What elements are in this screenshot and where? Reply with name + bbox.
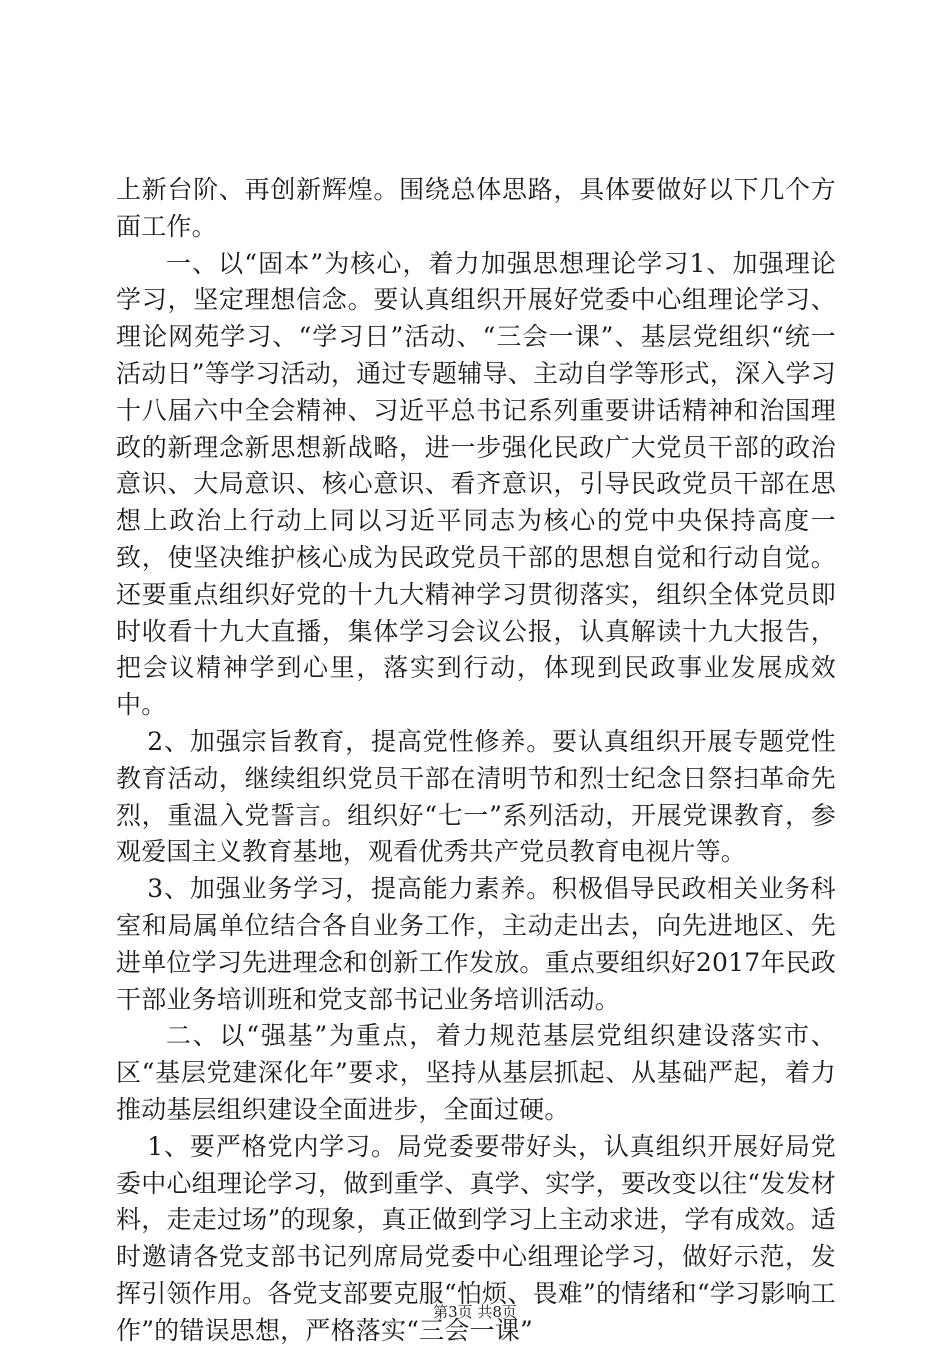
paragraph-section-one: 一、以“固本”为核心，着力加强思想理论学习1、加强理论学习，坚定理想信念。要认真组织开展好党委中心组理论学习、理论网苑学习、“学习日”活动、“三会一课”、基层党组织“统一活动日”等学习活动，通过专题辅导、主动自学等形式，深入学习十八届六中全会精神、习近平总书记系列重要讲话精神和治国理政的新理念新思想新战略，进一步强化民政广大党员干部的政治意识、大局意识、核心意识、看齐意识，引导民政党员干部在思想上政治上行动上同以习近平同志为核心的党中央保持高度一致，使坚决维护核心成为民政党员干部的思想自觉和行动自觉。还要重点组织好党的十九大精神学习贯彻落实，组织全体党员即时收看十九大直播，集体学习会议公报，认真解读十九大报告，把会议精神学到心里，落实到行动，体现到民政事业发展成效中。 <box>116 248 836 720</box>
paragraph-item-3: 3、加强业务学习，提高能力素养。积极倡导民政相关业务科室和局属单位结合各自业务工作，主动走出去，向先进地区、先进单位学习先进理念和创新工作发放。重点要组织好2017年民政干部业务培训班和党支部书记业务培训活动。 <box>116 874 836 1014</box>
page-number-footer: 第3页 共8页 <box>433 1303 517 1321</box>
paragraph-item-1: 1、要严格党内学习。局党委要带好头，认真组织开展好局党委中心组理论学习，做到重学、真学、实学，要改变以往“发发材料，走走过场”的现象，真正做到学习上主动求进，学有成效。适时邀请各党支部书记列席局党委中心组理论学习，做好示范，发挥引领作用。各党支部要克服“怕烦、畏难”的情绪和“学习影响工作”的错误思想，严格落实“三会一课” <box>116 1131 836 1345</box>
paragraph-continuation: 上新台阶、再创新辉煌。围绕总体思路，具体要做好以下几个方面工作。 <box>116 175 836 241</box>
paragraph-section-two: 二、以“强基”为重点，着力规范基层党组织建设落实市、区“基层党建深化年”要求，坚持从基层抓起、从基础严起，着力推动基层组织建设全面进步，全面过硬。 <box>116 1021 836 1124</box>
document-body <box>116 172 836 1350</box>
paragraph-item-2: 2、加强宗旨教育，提高党性修养。要认真组织开展专题党性教育活动，继续组织党员干部在清明节和烈士纪念日祭扫革命先烈，重温入党誓言。组织好“七一”系列活动，开展党课教育，参观爱国主义教育基地，观看优秀共产党员教育电视片等。 <box>116 726 836 867</box>
